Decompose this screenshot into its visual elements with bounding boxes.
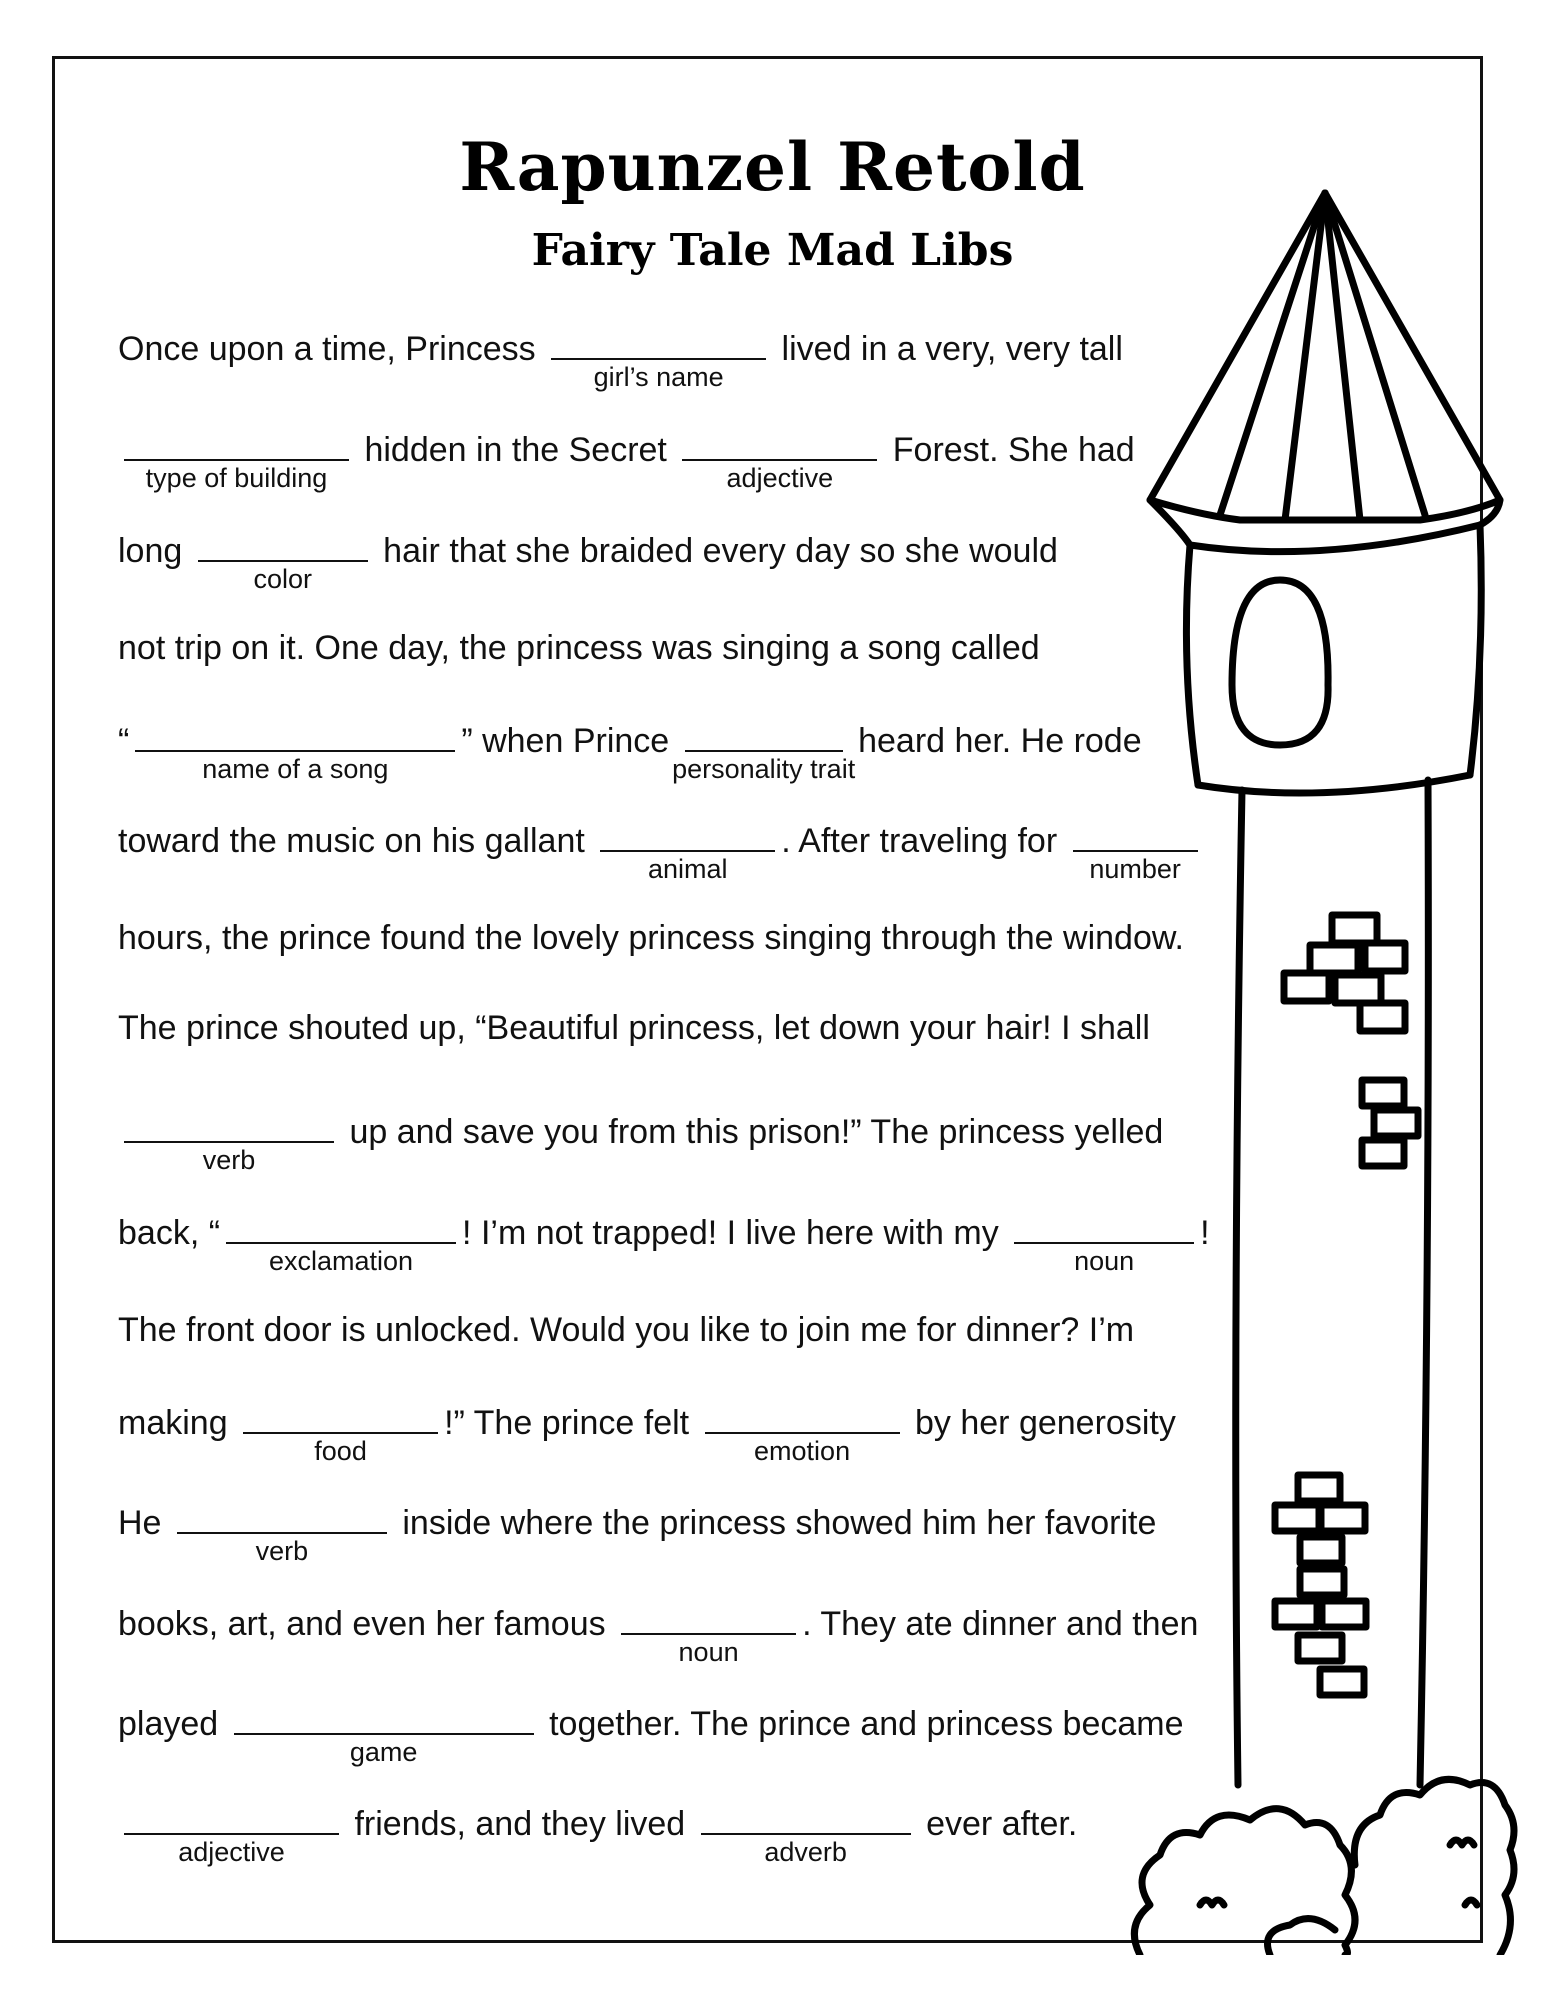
story-text-segment: Forest. She had [883, 431, 1135, 469]
story-text-segment: lived in a very, very tall [772, 330, 1123, 368]
story-text-segment: . They ate dinner and then [802, 1605, 1199, 1643]
blank-hint-label: food [314, 1436, 367, 1466]
story-text-segment: ! [1200, 1214, 1210, 1252]
story-text-segment: up and save you from this prison!” The princess yelled [340, 1113, 1164, 1151]
story-text-segment: inside where the princess showed him her favorite [392, 1504, 1157, 1542]
fill-in-blank[interactable] [234, 1701, 534, 1767]
story-text-segment: . After traveling for [781, 822, 1067, 860]
story-text-segment: He [118, 1504, 171, 1542]
story-text-segment: Once upon a time, Princess [118, 330, 546, 368]
story-text-segment: “ [118, 722, 130, 760]
fill-in-blank[interactable] [701, 1801, 911, 1867]
story-line [118, 1310, 1134, 1350]
fill-in-blank[interactable] [177, 1500, 387, 1566]
fill-in-blank[interactable] [600, 818, 775, 884]
story-line [118, 1701, 1184, 1767]
story-text-segment: hidden in the Secret [355, 431, 677, 469]
fill-in-blank[interactable] [682, 427, 877, 493]
blank-hint-label: type of building [145, 463, 328, 493]
fill-in-blank[interactable] [551, 326, 766, 392]
blank-hint-label: girl’s name [593, 362, 724, 392]
fill-in-blank[interactable] [621, 1601, 796, 1667]
blank-hint-label: emotion [754, 1436, 851, 1466]
story-line [118, 1210, 1210, 1276]
blank-hint-label: adjective [178, 1837, 285, 1867]
story-line [118, 918, 1184, 958]
story-text-segment: hair that she braided every day so she would [373, 532, 1058, 570]
story-text-segment: played [118, 1705, 228, 1743]
blank-hint-label: animal [647, 854, 728, 884]
story-text-segment: ever after. [916, 1805, 1078, 1843]
story-text-segment: by her generosity [905, 1404, 1176, 1442]
fill-in-blank[interactable] [124, 1801, 339, 1867]
story-line [118, 718, 1142, 784]
fill-in-blank[interactable] [198, 528, 368, 594]
fill-in-blank[interactable] [705, 1400, 900, 1466]
story-line [118, 528, 1058, 594]
story-line [118, 628, 1040, 668]
blank-hint-label: verb [202, 1145, 256, 1175]
story-text-segment: ! I’m not trapped! I live here with my [462, 1214, 1009, 1252]
story-text-segment: back, “ [118, 1214, 221, 1252]
story-text-segment: hours, the prince found the lovely princess singing through the window. [118, 919, 1184, 957]
blank-hint-label: adverb [764, 1837, 847, 1867]
blank-hint-label: color [253, 564, 312, 594]
blank-hint-label: verb [255, 1536, 309, 1566]
story-line [118, 818, 1204, 884]
blank-hint-label: exclamation [269, 1246, 414, 1276]
story-text-segment: not trip on it. One day, the princess was singing a song called [118, 629, 1040, 667]
blank-hint-label: noun [1074, 1246, 1135, 1276]
story-line [118, 1601, 1199, 1667]
blank-hint-label: number [1089, 854, 1181, 884]
blank-hint-label: adjective [726, 463, 834, 493]
story-text-segment: toward the music on his gallant [118, 822, 595, 860]
story-text-segment: long [118, 532, 192, 570]
story-text-segment: The front door is unlocked. Would you like to join me for dinner? I’m [118, 1311, 1135, 1349]
story-text-segment: friends, and they lived [345, 1805, 695, 1843]
worksheet-title: Rapunzel Retold [459, 128, 1086, 206]
story-line [118, 1008, 1150, 1048]
worksheet-subtitle: Fairy Tale Mad Libs [531, 225, 1014, 276]
fill-in-blank[interactable] [243, 1400, 438, 1466]
story-line [118, 1109, 1164, 1175]
tower-illustration [1120, 185, 1520, 1955]
fill-in-blank[interactable] [226, 1210, 456, 1276]
story-text-segment: making [118, 1404, 238, 1442]
story-text-segment: together. The prince and princess became [539, 1705, 1184, 1743]
story-text-segment: ” when Prince [461, 722, 679, 760]
story-line [118, 326, 1123, 392]
fill-in-blank[interactable] [124, 427, 349, 493]
story-line [118, 1801, 1078, 1867]
blank-hint-label: name of a song [202, 754, 389, 784]
fill-in-blank[interactable] [135, 718, 455, 784]
fill-in-blank[interactable] [124, 1109, 334, 1175]
story-text-segment: !” The prince felt [444, 1404, 699, 1442]
blank-hint-label: noun [678, 1637, 739, 1667]
story-text-segment: books, art, and even her famous [118, 1605, 616, 1643]
story-text-segment: The prince shouted up, “Beautiful princess, let down your hair! I shall [118, 1009, 1150, 1047]
story-line [118, 1400, 1176, 1466]
story-line [118, 1500, 1157, 1566]
blank-hint-label: game [349, 1737, 418, 1767]
story-text-segment: heard her. He rode [848, 722, 1142, 760]
story-line [118, 427, 1135, 493]
fill-in-blank[interactable] [672, 718, 856, 784]
blank-hint-label: personality trait [672, 754, 856, 784]
